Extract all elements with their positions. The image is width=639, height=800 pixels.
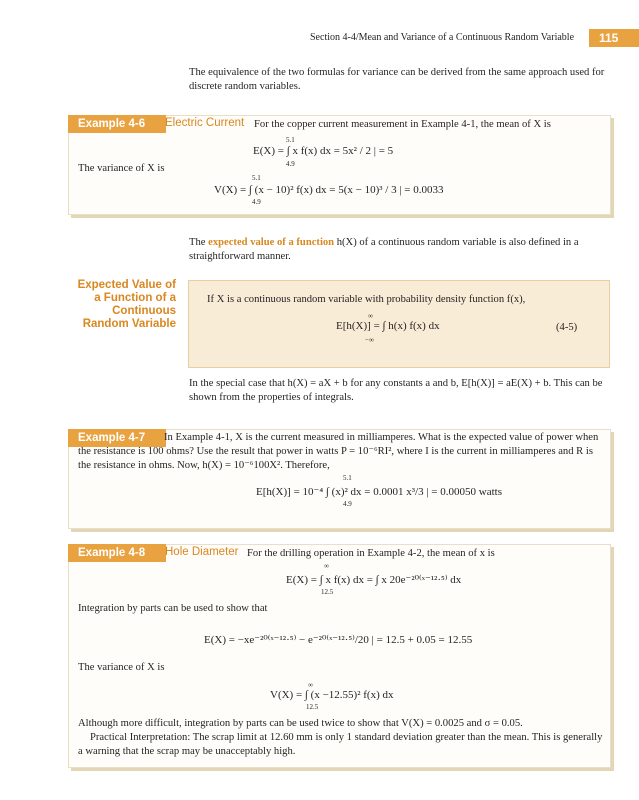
eq-4-8-var-lower: 12.5 bbox=[306, 703, 319, 711]
eq-4-8-mean-upper: ∞ bbox=[324, 562, 329, 570]
example-4-6-tab: Example 4-6 bbox=[68, 115, 166, 133]
page-number-badge bbox=[589, 29, 639, 47]
example-4-8-title: Hole Diameter bbox=[165, 546, 239, 558]
example-4-8-lead: For the drilling operation in Example 4-2, the mean of x is bbox=[247, 548, 495, 559]
ev-intro-after: h(X) of a continuous random variable is also defined in a straightforward manner. bbox=[189, 237, 579, 262]
eq-4-8-parts: E(X) = −xe⁻²⁰⁽ˣ⁻¹²·⁵⁾ − e⁻²⁰⁽ˣ⁻¹²·⁵⁾/20 | = 12.5 + 0.05 = 12.55 bbox=[204, 634, 473, 646]
definition-margin-label: Expected Value of a Function of a Continuous Random Variable bbox=[77, 279, 176, 330]
eq-4-7-lower-limit: 4.9 bbox=[343, 500, 352, 508]
example-4-8-conclusion: Although more difficult, integration by parts can be used twice to show that V(X) = 0.0025 and σ = 0.05. bbox=[78, 718, 523, 729]
eq-4-8-mean-lower: 12.5 bbox=[321, 588, 334, 596]
eq-4-7-upper-limit: 5.1 bbox=[343, 474, 352, 482]
example-4-8-interpretation: Practical Interpretation: The scrap limit at 12.60 mm is only 1 standard deviation greater than the mean. This is generally a warning that the scrap may be unacceptably high. bbox=[78, 732, 603, 757]
eq-var-upper-limit: 5.1 bbox=[252, 174, 261, 182]
eq-4-7: E[h(X)] = 10⁻⁴ ∫ (x)² dx = 0.0001 x³/3 | = 0.00050 watts bbox=[256, 486, 502, 498]
eq-4-8-mean: E(X) = ∫ x f(x) dx = ∫ x 20e⁻²⁰⁽ˣ⁻¹²·⁵⁾ dx bbox=[286, 574, 462, 586]
example-4-8-tab: Example 4-8 bbox=[68, 544, 166, 562]
running-title: Section 4-4/Mean and Variance of a Continuous Random Variable bbox=[310, 32, 575, 43]
intro-paragraph: The equivalence of the two formulas for variance can be derived from the same approach used for discrete random variables. bbox=[189, 67, 605, 92]
example-4-7-tab: Example 4-7 bbox=[68, 429, 166, 447]
eq-var-lower-limit: 4.9 bbox=[252, 198, 261, 206]
special-case-paragraph: In the special case that h(X) = aX + b for any constants a and b, E[h(X)] = aE(X) + b. This can be shown from the properties of integrals. bbox=[189, 378, 603, 403]
definition-lower-limit: −∞ bbox=[365, 336, 374, 344]
example-4-8-parts-label: Integration by parts can be used to show that bbox=[78, 603, 268, 614]
page-number: 115 bbox=[599, 31, 619, 45]
eq-4-8-variance: V(X) = ∫ (x −12.55)² f(x) dx bbox=[270, 689, 394, 701]
example-4-6-variance-label: The variance of X is bbox=[78, 163, 165, 174]
eq-mean-upper-limit: 5.1 bbox=[286, 136, 295, 144]
example-4-6-title: Electric Current bbox=[165, 117, 245, 129]
definition-formula: E[h(X)] = ∫ h(x) f(x) dx bbox=[336, 320, 440, 332]
definition-eq-number: (4-5) bbox=[556, 322, 578, 333]
eq-mean-lower-limit: 4.9 bbox=[286, 160, 295, 168]
eq-variance-4-6: V(X) = ∫ (x − 10)² f(x) dx = 5(x − 10)³ / 3 | = 0.0033 bbox=[214, 184, 444, 196]
example-4-6-lead: For the copper current measurement in Example 4-1, the mean of X is bbox=[254, 119, 551, 130]
ev-intro-highlight: expected value of a function bbox=[208, 237, 335, 248]
ev-intro-before: The bbox=[189, 237, 206, 248]
eq-mean-4-6: E(X) = ∫ x f(x) dx = 5x² / 2 | = 5 bbox=[253, 145, 394, 157]
expected-value-intro bbox=[189, 236, 605, 264]
example-4-7-text: In Example 4-1, X is the current measured in milliamperes. What is the expected value of power when the resistance is 100 ohms? Use the result that power in watts P = 10⁻⁶RI², where I is the current in milliamperes and R is the resistance in ohms. Now, h(X) = 10⁻⁶100X². Therefore, bbox=[78, 432, 599, 471]
eq-4-8-var-upper: ∞ bbox=[308, 681, 313, 689]
definition-statement: If X is a continuous random variable with probability density function f(x), bbox=[207, 294, 526, 305]
definition-upper-limit: ∞ bbox=[368, 312, 373, 320]
example-4-8-variance-label: The variance of X is bbox=[78, 662, 165, 673]
